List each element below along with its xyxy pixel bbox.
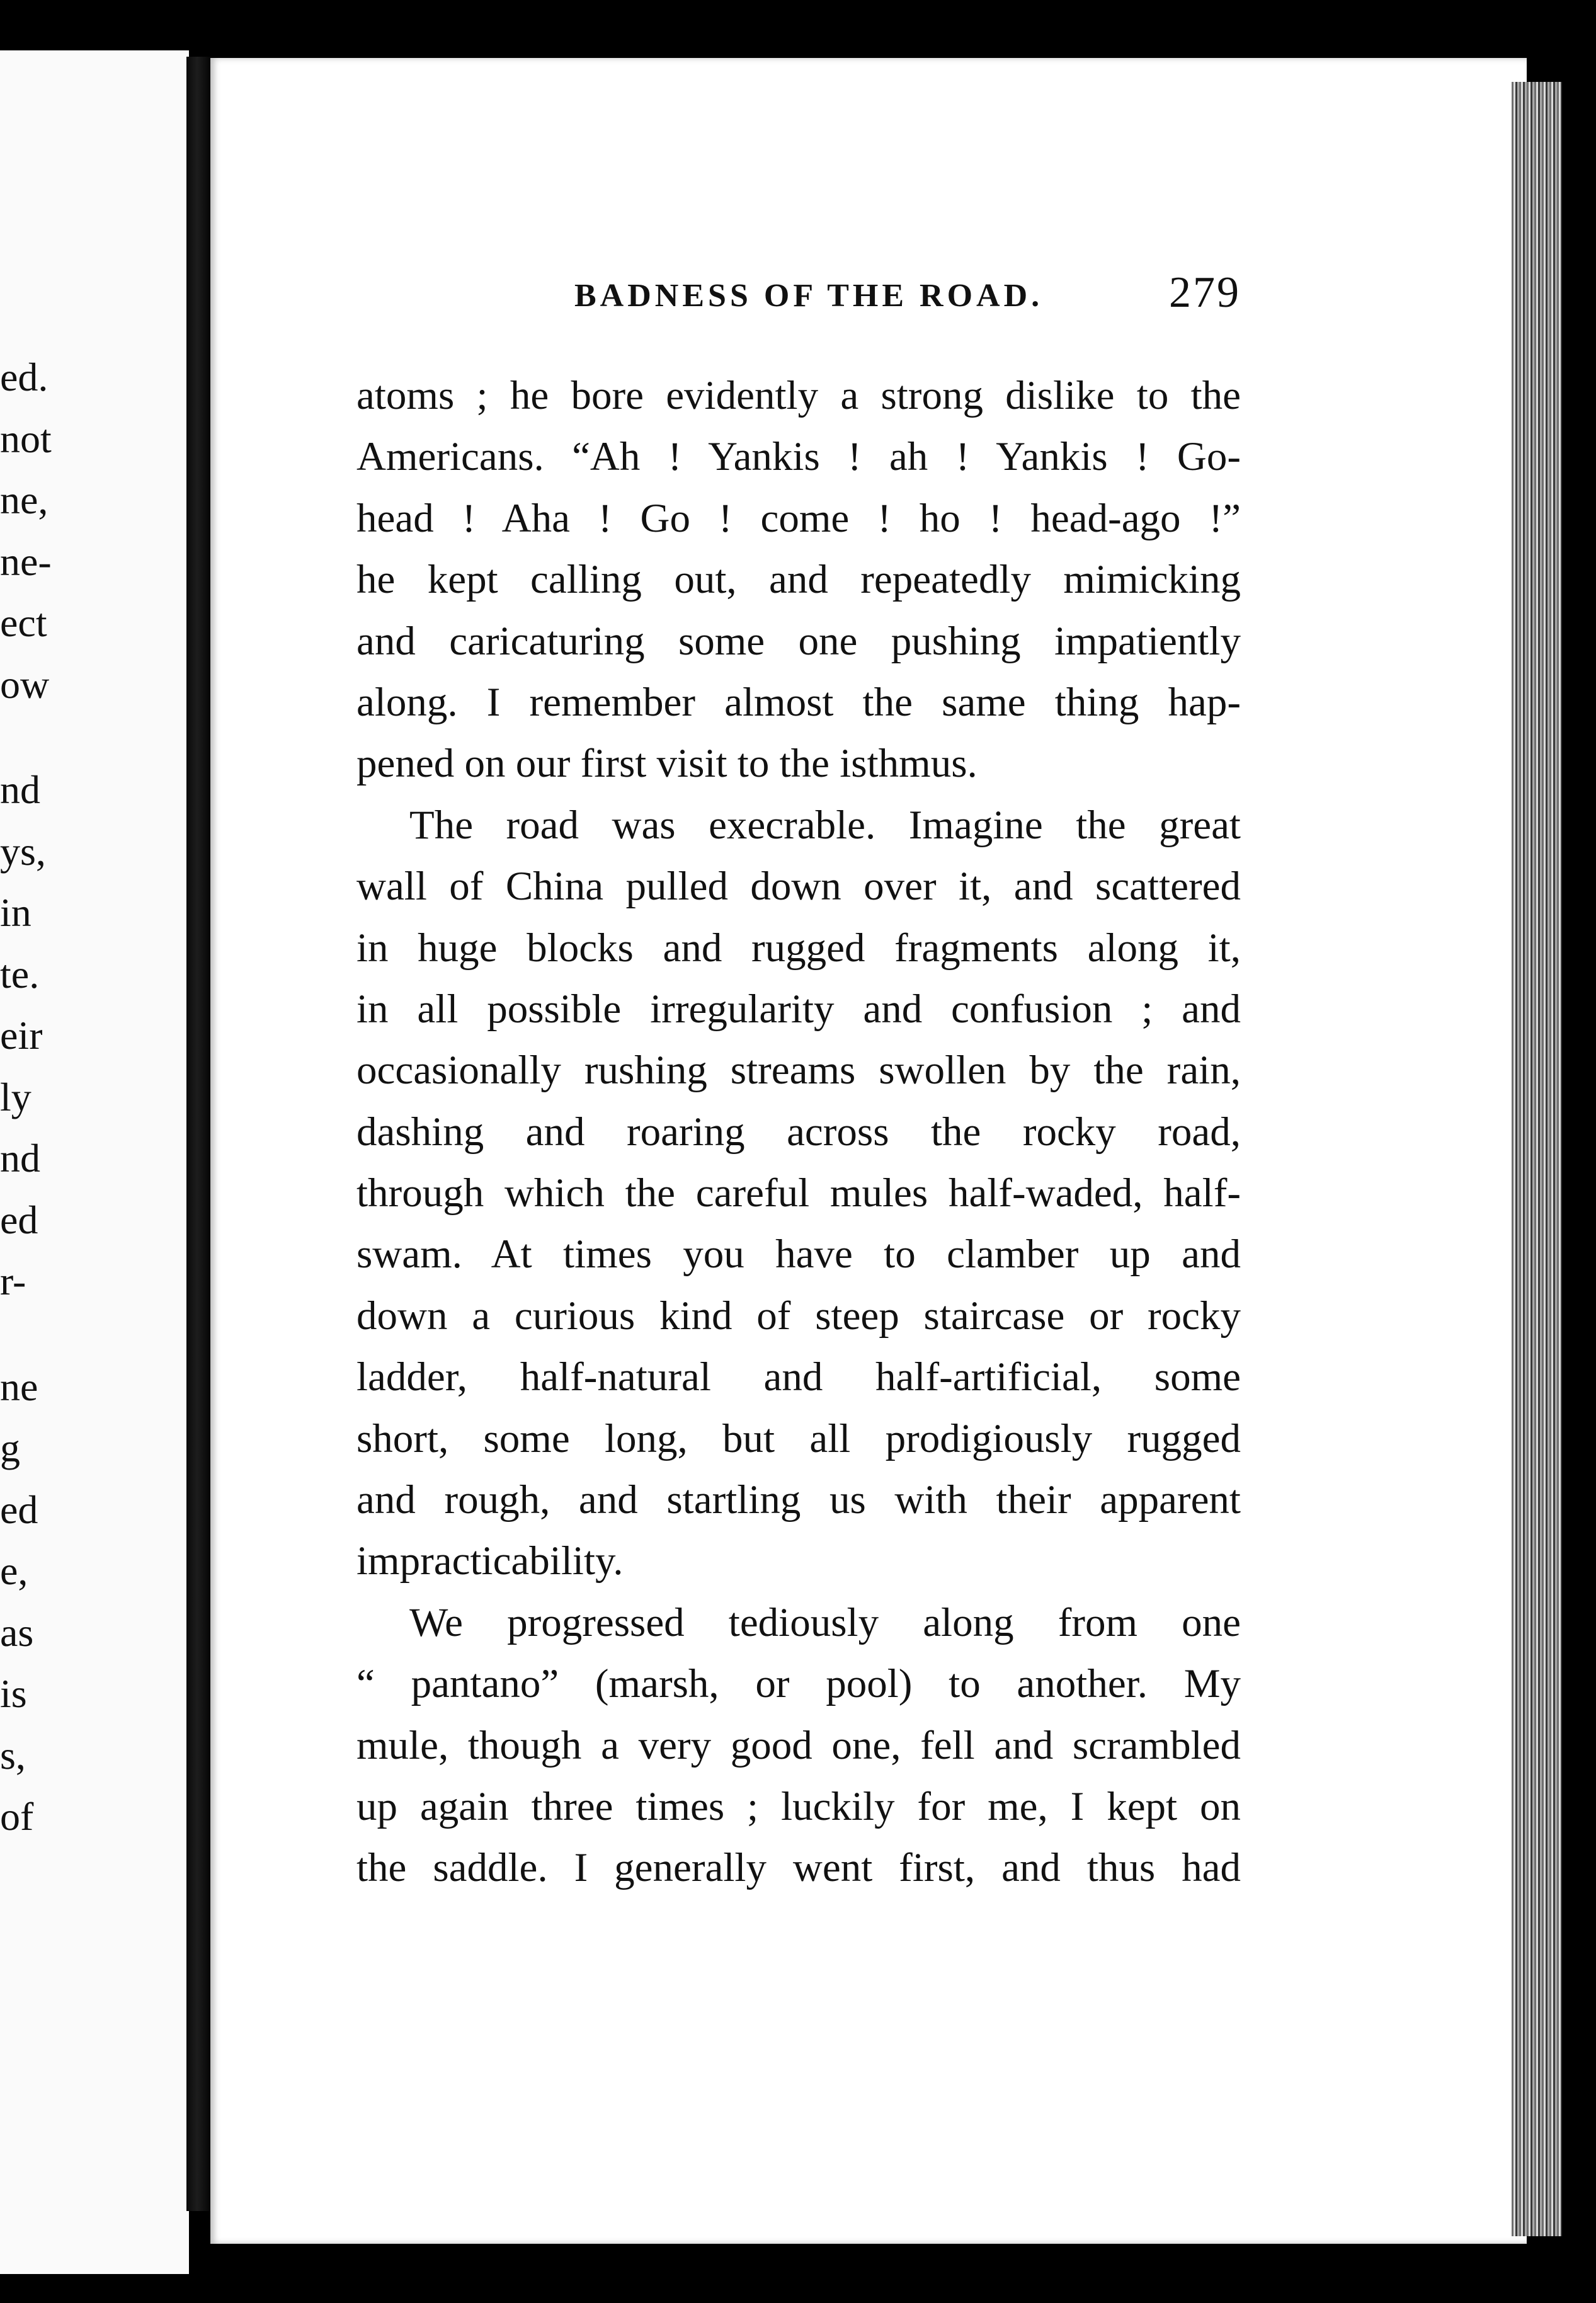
text-line: and rough, and startling us with their apparent <box>356 1477 1241 1523</box>
page-number: 279 <box>1169 268 1241 317</box>
fragment-line: ed <box>0 1197 38 1242</box>
fragment-line: as <box>0 1609 34 1655</box>
text-line: he kept calling out, and repeatedly mimicking <box>356 557 1241 603</box>
text-line: up again three times ; luckily for me, I kept on <box>356 1783 1241 1829</box>
text-line: atoms ; he bore evidently a strong dislike to the <box>356 373 1241 418</box>
paragraph <box>356 795 1241 1592</box>
text-line: short, some long, but all prodigiously rugged <box>356 1415 1241 1461</box>
fragment-line: in <box>0 890 31 935</box>
fragment-line: r- <box>0 1259 26 1303</box>
text-line: down a curious kind of steep staircase or rocky <box>356 1293 1241 1339</box>
fragment-line: ne <box>0 1364 38 1409</box>
text-line: through which the careful mules half-waded, half- <box>356 1170 1241 1216</box>
text-line: along. I remember almost the same thing hap- <box>356 679 1241 725</box>
body-text <box>356 365 1241 1899</box>
text-line: in all possible irregularity and confusion ; and <box>356 986 1241 1032</box>
fragment-line: s, <box>0 1732 26 1778</box>
fragment-line: e, <box>0 1548 28 1593</box>
fragment-line: ys, <box>0 828 46 874</box>
fragment-line: ect <box>0 600 47 645</box>
page-edges <box>1512 82 1562 2236</box>
fragment-line: nd <box>0 767 40 812</box>
text-line: in huge blocks and rugged fragments along it, <box>356 925 1241 971</box>
fragment-line: eir <box>0 1013 43 1058</box>
fragment-line: ed. <box>0 355 48 399</box>
text-line: Americans. “Ah ! Yankis ! ah ! Yankis ! Go- <box>356 434 1241 480</box>
fragment-line: g <box>0 1426 20 1470</box>
text-line: pened on our first visit to the isthmus. <box>356 741 978 787</box>
fragment-line: ly <box>0 1074 31 1119</box>
previous-page-text-fragments <box>0 346 189 1848</box>
paragraph <box>356 1592 1241 1899</box>
text-line: swam. At times you have to clamber up and <box>356 1232 1241 1277</box>
fragment-line: ow <box>0 661 50 707</box>
text-line: “ pantano” (marsh, or pool) to another. My <box>356 1661 1241 1707</box>
text-line: impracticability. <box>356 1538 624 1584</box>
text-line: mule, though a very good one, fell and scrambled <box>356 1722 1241 1768</box>
previous-page <box>0 50 189 2274</box>
text-line: We progressed tediously along from one <box>409 1599 1241 1645</box>
paragraph <box>356 365 1241 795</box>
text-line: wall of China pulled down over it, and scattered <box>356 864 1241 910</box>
book-gutter <box>186 57 210 2211</box>
fragment-line: ne, <box>0 477 48 522</box>
fragment-line: nd <box>0 1136 40 1180</box>
text-line: head ! Aha ! Go ! come ! ho ! head-ago !” <box>356 495 1241 541</box>
fragment-line: ed <box>0 1487 38 1532</box>
fragment-line: is <box>0 1671 27 1716</box>
fragment-line: of <box>0 1794 34 1839</box>
fragment-gap <box>0 715 189 759</box>
text-line: ladder, half-natural and half-artificial, some <box>356 1354 1241 1400</box>
text-line: dashing and roaring across the rocky road, <box>356 1109 1241 1155</box>
text-line: the saddle. I generally went first, and thus had <box>356 1845 1241 1891</box>
fragment-line: not <box>0 416 52 461</box>
fragment-gap <box>0 1312 189 1356</box>
fragment-line: te. <box>0 951 40 997</box>
fragment-line: ne- <box>0 539 52 584</box>
text-line: and caricaturing some one pushing impatiently <box>356 618 1241 664</box>
running-head: BADNESS OF THE ROAD. <box>574 278 1044 314</box>
text-line: occasionally rushing streams swollen by the rain, <box>356 1048 1241 1094</box>
text-line: The road was execrable. Imagine the great <box>409 802 1241 848</box>
